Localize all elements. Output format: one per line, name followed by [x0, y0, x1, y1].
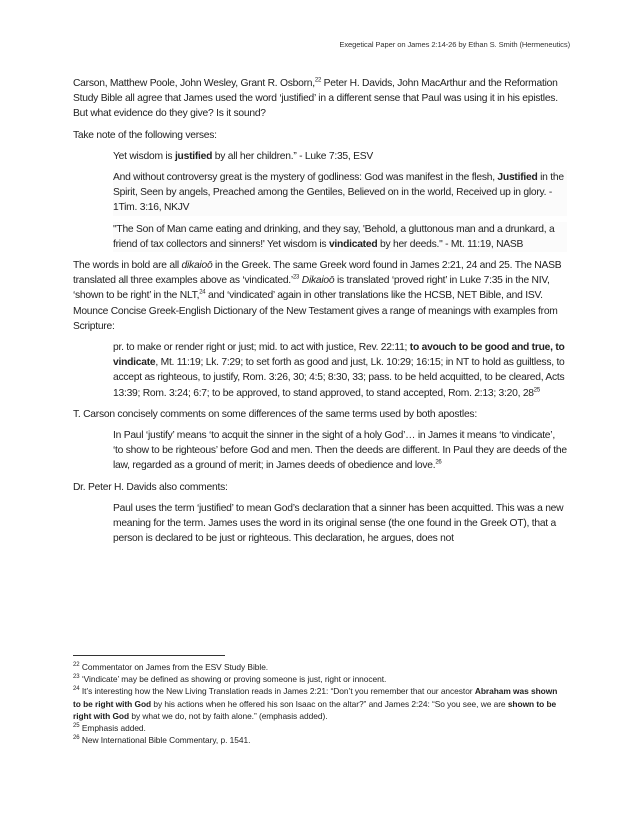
body-text [73, 76, 567, 552]
highlighted-word: Justified [497, 172, 538, 184]
paragraph-intro-verses: Take note of the following verses: [73, 129, 217, 141]
paragraph-dikaioo: The words in bold are all dikaioō in the Greek. The same Greek word found in James 2:21, 24 and 25. The NASB translated all three examples above as ‘vindicated.’$^{23}$ Dikaioō is translated ‘proved right’ in Luke 7:35 in the NIV, ‘shown to be right’ in the NLT,$^{24}$ and ‘vindicated’ again in other translations like the HCSB, NET Bible, and ISV. Mounce Concise Greek-English Dictionary of the New Testament gives a range of meanings with examples from Scripture: [73, 260, 562, 332]
footnote-ref-25[interactable]: 25 [533, 387, 540, 394]
highlighted-word: justified [174, 150, 213, 162]
footnotes [73, 661, 567, 746]
footnote-ref-22[interactable]: 22 [314, 77, 322, 84]
paragraph-commentators: Carson, Matthew Poole, John Wesley, Grant R. Osborn,$^{22}$ Peter H. Davids, John MacArthur and the Reformation Study Bible all agree that James used the word ‘justified’ in a different sense that Paul was using it in his epistles. But what evidence do they give? Is it sound? [73, 77, 558, 120]
highlighted-phrase: to avouch to be good and true, to vindicate [113, 342, 565, 369]
quote-matthew: "The Son of Man came eating and drinking, and they say, 'Behold, a gluttonous man and a drunkard, a friend of tax collectors and sinners!' Yet wisdom is vindicated by her deeds." - Mt. 11:19, NASB [113, 222, 567, 252]
footnote-24: $^{24}$ It’s interesting how the New Living Translation reads in James 2:21: “Don’t you remember that our ancestor Abraham was shown to be right with God by his actions when he offered his son Isaac on the altar?” and James 2:24: “So you see, we are shown to be right with God by what we do, not by faith alone.” (emphasis added). [73, 686, 558, 721]
running-header: Exegetical Paper on James 2:14-26 by Ethan S. Smith (Hermeneutics) [339, 40, 570, 49]
footnote-23: $^{23}$ ‘Vindicate’ may be defined as showing or proving someone is just, right or innocent. [73, 674, 387, 685]
footnote-ref-23[interactable]: 23 [292, 274, 300, 281]
quote-davids: Paul uses the term ‘justified’ to mean God’s declaration that a sinner has been acquitted. This was a new meaning for the term. James uses the word in its original sense (the one found in the Greek OT), that a person is declared to be just or righteous. This declaration, he argues, does not [113, 502, 564, 545]
quote-luke: Yet wisdom is justified by all her children.” - Luke 7:35, ESV [113, 150, 373, 162]
quote-mounce: pr. to make or render right or just; mid. to act with justice, Rev. 22:11; to avouch to be good and true, to vindicate, Mt. 11:19; Lk. 7:29; to set forth as good and just, Lk. 10:29; 16:15; in NT to hold as guiltless, to accept as righteous, to justify, Rom. 3:26, 30; 4:5; 8:30, 33; pass. to be held acquitted, to be cleared, Acts 13:39; Rom. 3:24; 6:7; to be approved, to stand approved, to stand accepted, Rom. 2:13; 3:20, $28^{25}$ [113, 342, 565, 399]
quote-timothy: And without controversy great is the mystery of godliness: God was manifest in the flesh, Justified in the Spirit, Seen by angels, Preached among the Gentiles, Believed on in the world, Received up in glory. - 1Tim. 3:16, NKJV [113, 170, 567, 216]
footnote-ref-26[interactable]: 26 [435, 460, 442, 467]
footnote-ref-24[interactable]: 24 [199, 290, 206, 297]
footnote-separator [73, 655, 225, 656]
paragraph-davids: Dr. Peter H. Davids also comments: [73, 481, 228, 493]
footnote-26: $^{26}$ New International Bible Commentary, p. 1541. [73, 735, 251, 746]
footnote-25: $^{25}$ Emphasis added. [73, 723, 146, 734]
quote-carson: In Paul ‘justify’ means ‘to acquit the sinner in the sight of a holy God’… in James it means ‘to vindicate’, ‘to show to be righteous’ before God and men. Then the deeds are different. In Paul they are deeds of the law, regarded as a ground of merit; in James deeds of obedience and love.$^{26}$ [113, 430, 567, 472]
paragraph-carson: T. Carson concisely comments on some differences of the same terms used by both apostles: [73, 408, 477, 420]
highlighted-word: vindicated [328, 238, 378, 250]
footnote-22: $^{22}$ Commentator on James from the ESV Study Bible. [73, 662, 269, 672]
